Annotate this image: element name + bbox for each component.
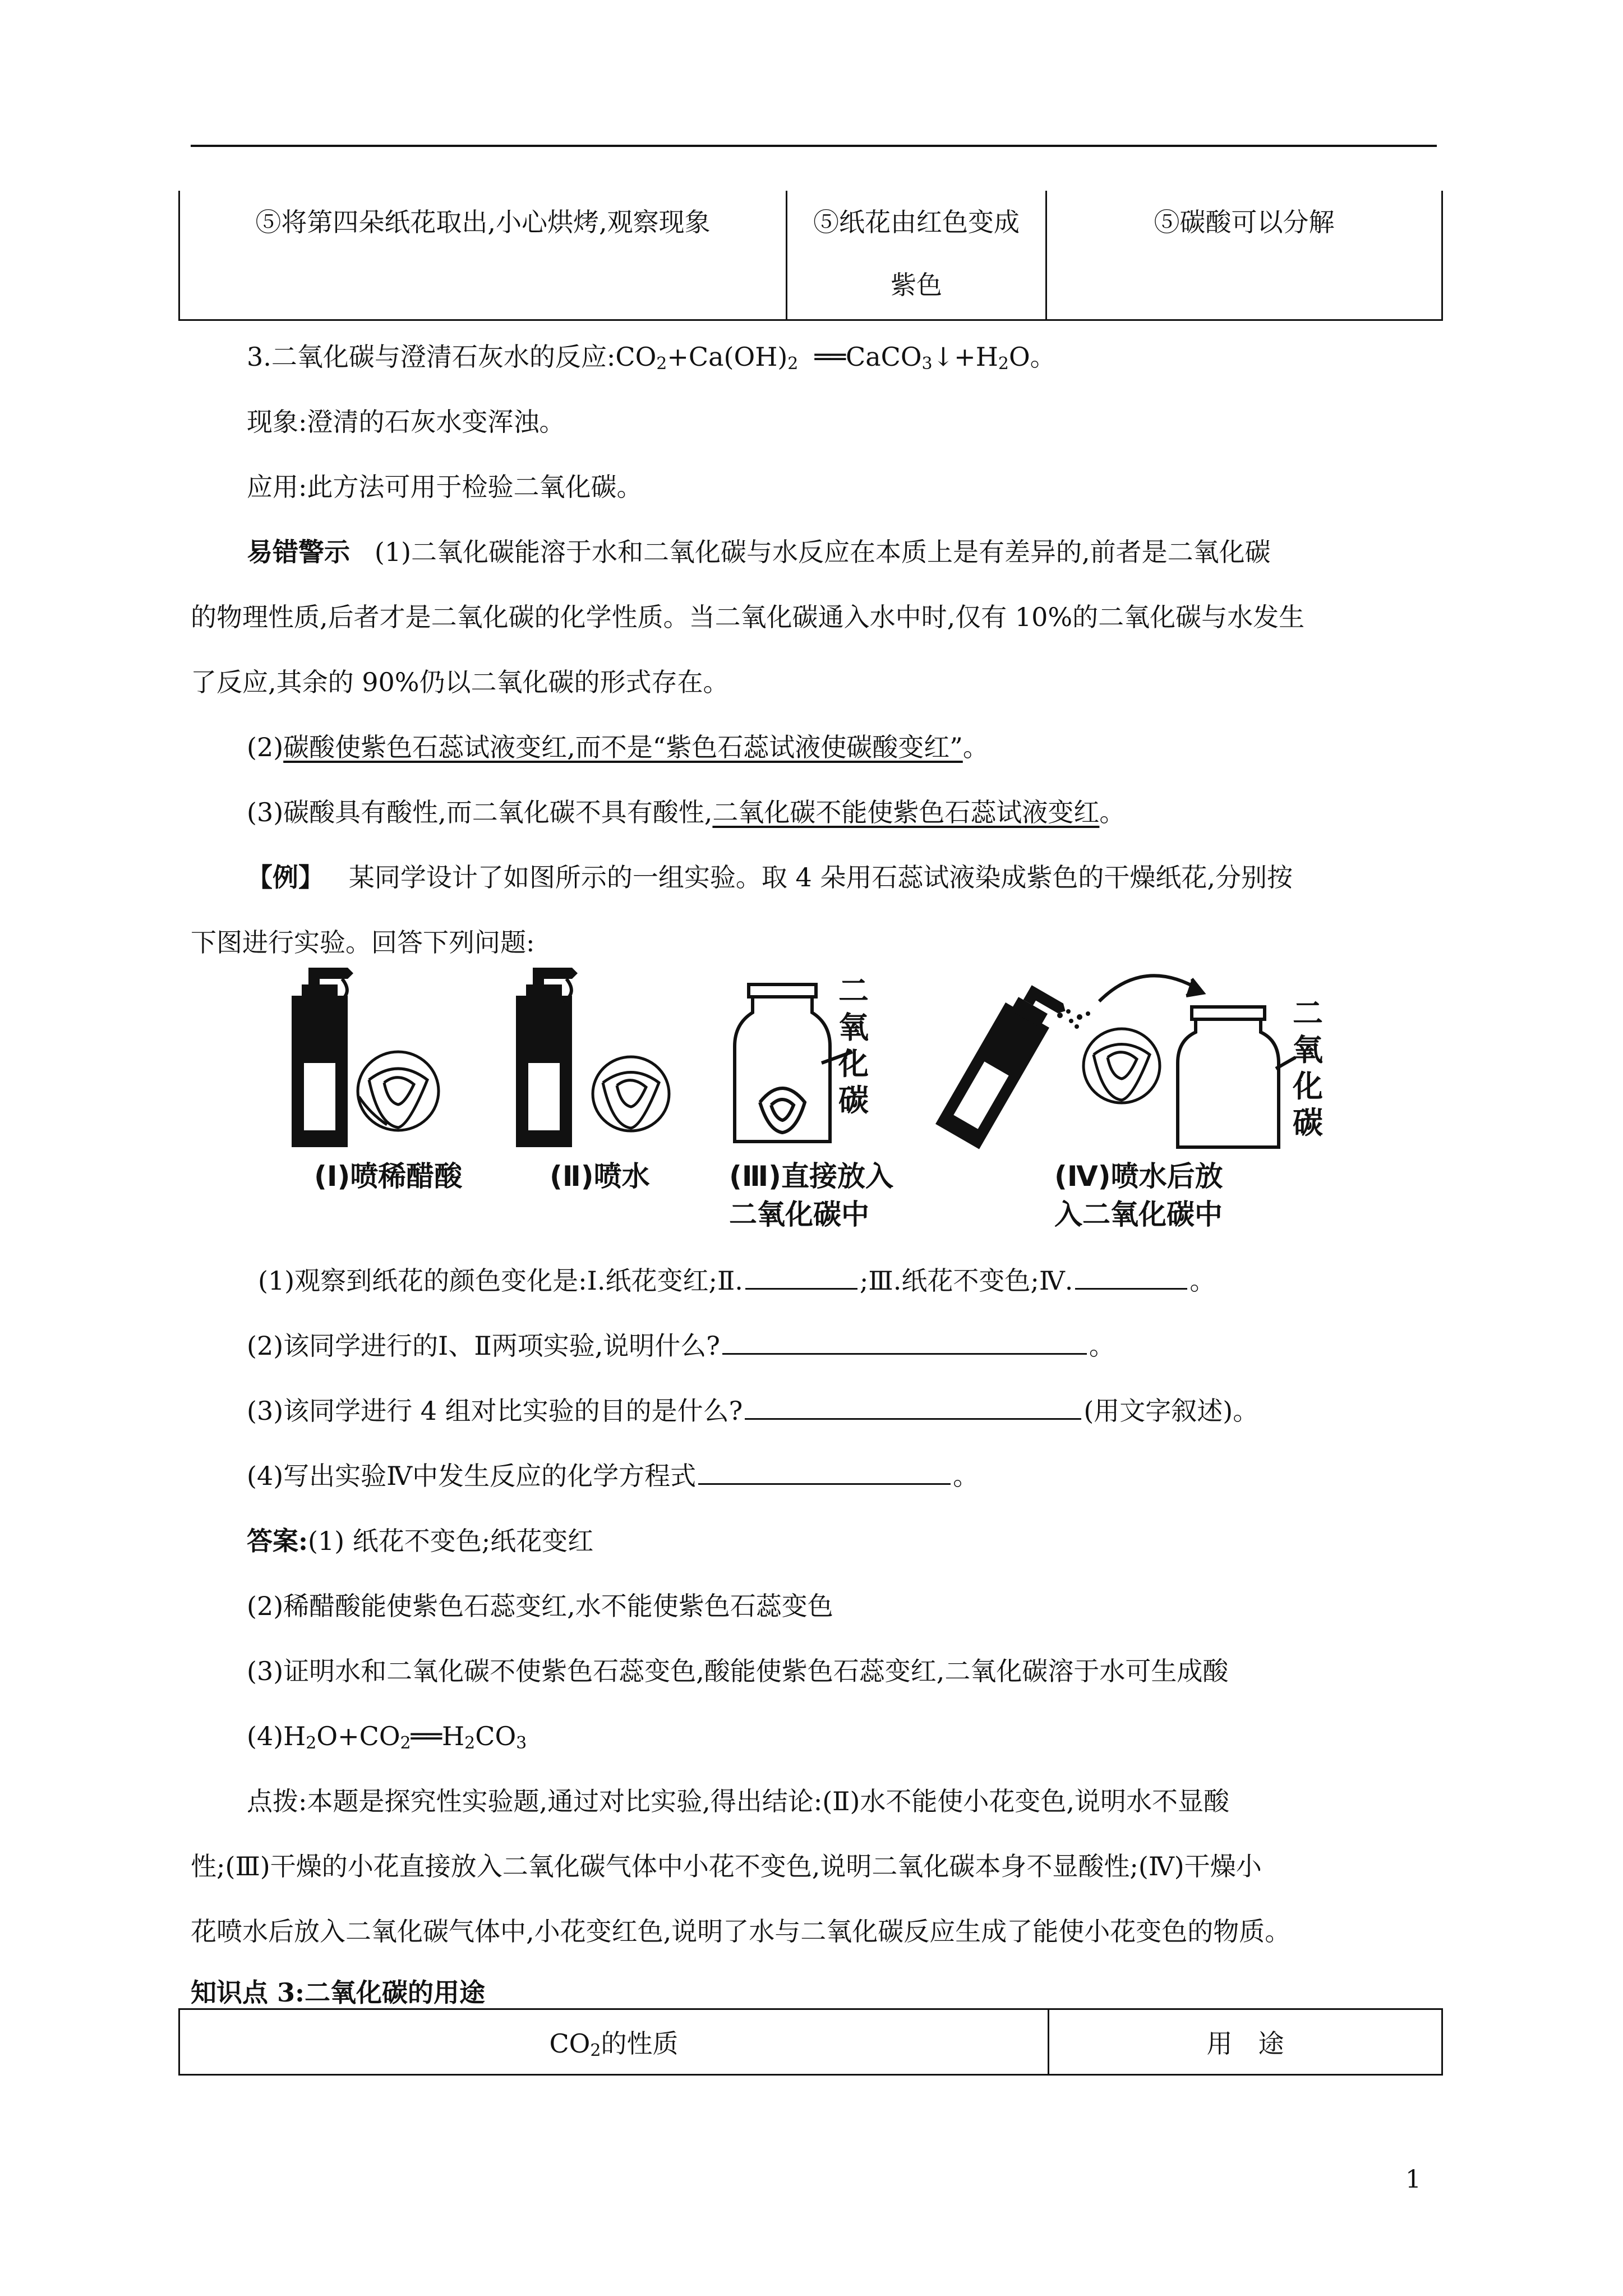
table-header-use: 用 途 (1049, 2009, 1442, 2075)
svg-text:氧: 氧 (1293, 1032, 1323, 1068)
paper-flower-4-icon (1083, 1029, 1160, 1103)
warning-para1-line2: 的物理性质,后者才是二氧化碳的化学性质。当二氧化碳通入水中时,仅有 10%的二氧化碳与水发生 (191, 602, 1305, 632)
experiment-illustration (269, 962, 1335, 1153)
question-1: (1)观察到纸花的颜色变化是:Ⅰ.纸花变红;Ⅱ. ;Ⅲ.纸花不变色;Ⅳ. 。 (258, 1266, 1216, 1296)
svg-text:碳: 碳 (838, 1083, 869, 1118)
answer-label: 答案: (247, 1526, 308, 1556)
table-cell-step: ⑤将第四朵纸花取出,小心烘烤,观察现象 (179, 191, 787, 320)
table-cell-phenomenon: ⑤纸花由红色变成 紫色 (787, 191, 1046, 320)
gas-jar-3-icon (735, 984, 852, 1142)
hint-line2: 性;(Ⅲ)干燥的小花直接放入二氧化碳气体中小花不变色,说明二氧化碳本身不显酸性;(Ⅳ)干燥小 (191, 1851, 1262, 1881)
answer-blank[interactable] (1075, 1264, 1187, 1290)
answer-4: $(4)H_2O+CO_2══H_2CO_3$ (247, 1721, 527, 1753)
co2-uses-table (178, 2008, 1443, 2076)
svg-text:化: 化 (838, 1046, 869, 1082)
warning-para2: (2)碳酸使紫色石蕊试液变红,而不是“紫色石蕊试液使碳酸变红”。 (247, 732, 989, 762)
spray-bottle-4-icon (935, 978, 1068, 1152)
section3-equation: 3.二氧化碳与澄清石灰水的反应$:CO_2+Ca(OH)_2$ $══CaCO_3↓+H_2O$。 (247, 342, 1056, 374)
page-number: 1 (1405, 2165, 1421, 2194)
answer-blank[interactable] (722, 1329, 1087, 1355)
question-4: (4)写出实验Ⅳ中发生反应的化学方程式 。 (247, 1461, 979, 1491)
experiment-table (178, 191, 1443, 321)
figure-caption-2: (Ⅱ)喷水 (550, 1160, 650, 1193)
spray-bottle-2-icon (516, 968, 578, 1147)
figure-caption-4-line1: (Ⅳ)喷水后放 (1054, 1160, 1223, 1193)
experiment-figure (269, 962, 1335, 1254)
svg-text:氧: 氧 (838, 1010, 869, 1045)
knowledge-point-3-title: 知识点 3:二氧化碳的用途 (191, 1977, 486, 2008)
figure-caption-3-line1: (Ⅲ)直接放入 (729, 1160, 893, 1193)
answer-blank[interactable] (745, 1395, 1081, 1420)
example-label: 【例】 (247, 862, 324, 892)
table-cell-conclusion: ⑤碳酸可以分解 (1046, 191, 1442, 320)
example-line1: 【例】 某同学设计了如图所示的一组实验。取 4 朵用石蕊试液染成紫色的干燥纸花,分别按 (247, 862, 1293, 892)
table-header-property: $CO_2$的性质 (179, 2009, 1049, 2075)
answer-3: (3)证明水和二氧化碳不使紫色石蕊变色,酸能使紫色石蕊变红,二氧化碳溶于水可生成酸 (247, 1656, 1229, 1686)
answer-blank[interactable] (745, 1264, 857, 1290)
hint-line3: 花喷水后放入二氧化碳气体中,小花变红色,说明了水与二氧化碳反应生成了能使小花变色的物质。 (191, 1916, 1291, 1947)
jar-label-3 (838, 973, 869, 1118)
warning-label: 易错警示 (247, 537, 350, 567)
section3-phenomenon: 现象:澄清的石灰水变浑浊。 (247, 407, 565, 437)
svg-text:碳: 碳 (1293, 1105, 1323, 1140)
question-3: (3)该同学进行 4 组对比实验的目的是什么? (用文字叙述)。 (247, 1396, 1259, 1426)
warning-para3: (3)碳酸具有酸性,而二氧化碳不具有酸性,二氧化碳不能使紫色石蕊试液变红。 (247, 797, 1126, 827)
figure-caption-1: (Ⅰ)喷稀醋酸 (314, 1160, 463, 1193)
paper-flower-1-icon (358, 1052, 439, 1130)
header-rule (191, 145, 1437, 147)
section3-application: 应用:此方法可用于检验二氧化碳。 (247, 472, 643, 502)
spray-bottle-1-icon (292, 968, 353, 1147)
gas-jar-4-icon (1178, 1007, 1295, 1147)
paper-flower-2-icon (593, 1057, 669, 1131)
answer-blank[interactable] (698, 1460, 951, 1485)
jar-label-4 (1292, 996, 1323, 1140)
figure-caption-4-line2: 入二氧化碳中 (1054, 1198, 1223, 1231)
question-2: (2)该同学进行的Ⅰ、Ⅱ两项实验,说明什么? 。 (247, 1331, 1115, 1361)
svg-text:二: 二 (1293, 996, 1323, 1031)
warning-para1-line3: 了反应,其余的 90%仍以二氧化碳的形式存在。 (191, 667, 729, 697)
hint-line1: 点拨:本题是探究性实验题,通过对比实验,得出结论:(Ⅱ)水不能使小花变色,说明水不显酸 (247, 1786, 1230, 1816)
warning-para1-line1: 易错警示 (1)二氧化碳能溶于水和二氧化碳与水反应在本质上是有差异的,前者是二氧化碳 (247, 537, 1271, 567)
move-arrow-icon (1099, 976, 1203, 1001)
svg-text:化: 化 (1293, 1069, 1323, 1104)
figure-caption-3-line2: 二氧化碳中 (729, 1198, 869, 1231)
answer-2: (2)稀醋酸能使紫色石蕊变红,水不能使紫色石蕊变色 (247, 1591, 833, 1621)
example-line2: 下图进行实验。回答下列问题: (191, 927, 535, 958)
svg-text:二: 二 (838, 973, 869, 1009)
spray-mist-icon (1057, 1009, 1090, 1029)
answer-1: 答案:(1) 纸花不变色;纸花变红 (247, 1526, 594, 1556)
